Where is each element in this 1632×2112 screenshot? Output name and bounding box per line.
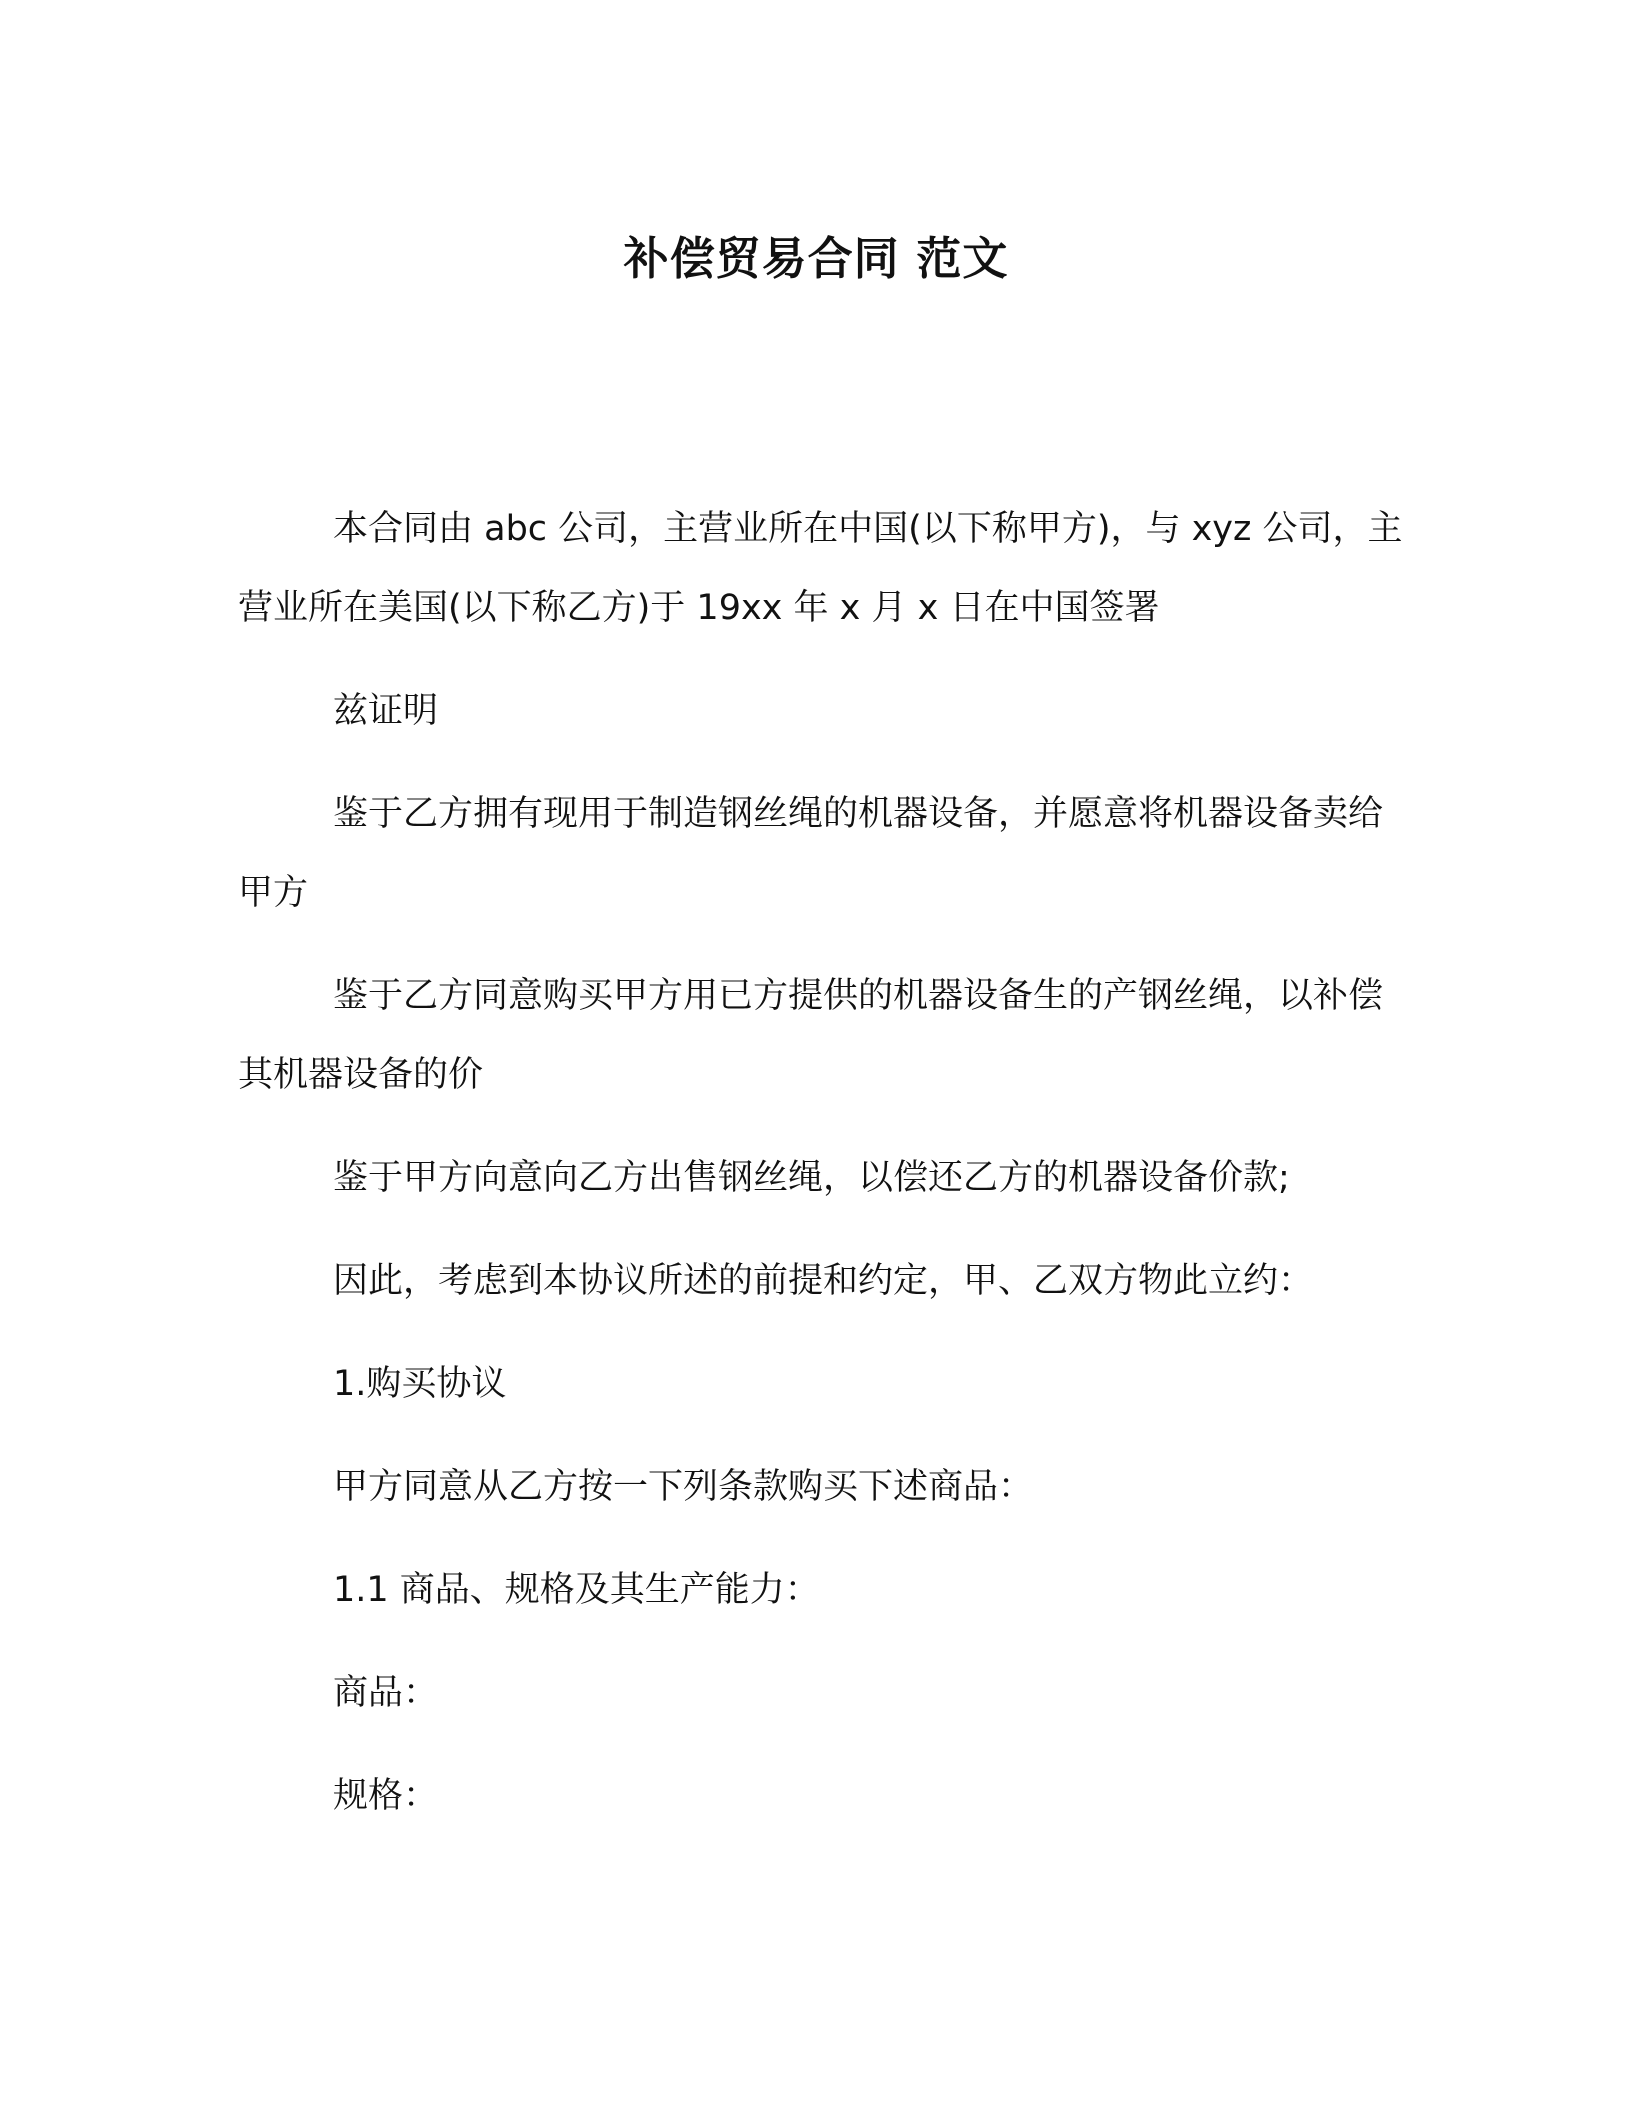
paragraph-witness: 兹证明 (333, 691, 439, 731)
paragraph-purchase-terms: 甲方同意从乙方按一下列条款购买下述商品： (333, 1467, 1034, 1507)
document-title: 补偿贸易合同 范文 (623, 232, 1009, 285)
paragraph-therefore: 因此，考虑到本协议所述的前提和约定，甲、乙双方物此立约： (333, 1261, 1314, 1301)
document-body (238, 490, 1408, 1860)
paragraph-whereas-2: 鉴于乙方同意购买甲方用已方提供的机器设备生的产钢丝绳，以补偿其机器设备的价 (238, 976, 1384, 1095)
field-goods: 商品： (333, 1673, 439, 1713)
paragraph-whereas-1: 鉴于乙方拥有现用于制造钢丝绳的机器设备，并愿意将机器设备卖给甲方 (238, 794, 1384, 913)
clause-1-1: 1.1 商品、规格及其生产能力： (333, 1570, 820, 1610)
paragraph-whereas-3: 鉴于甲方向意向乙方出售钢丝绳，以偿还乙方的机器设备价款; (333, 1158, 1290, 1198)
section-heading-purchase: 1.购买协议 (333, 1364, 507, 1404)
paragraph-parties: 本合同由 abc 公司，主营业所在中国(以下称甲方)，与 xyz 公司，主营业所在美国(以下称乙方)于 19xx 年 x 月 x 日在中国签署 (238, 509, 1403, 628)
field-specification: 规格： (333, 1776, 439, 1816)
